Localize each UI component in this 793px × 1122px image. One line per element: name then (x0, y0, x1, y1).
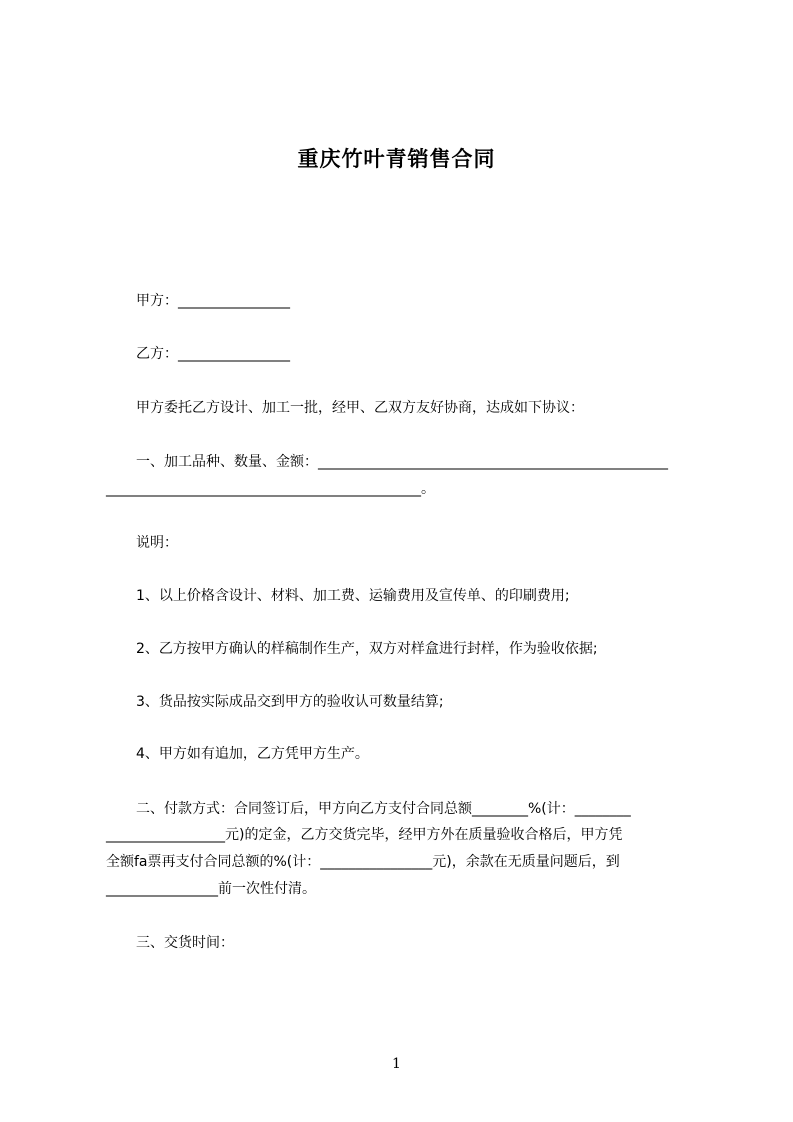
party-a-line: 甲方：________________ (136, 293, 290, 309)
note-4: 4、甲方如有追加，乙方凭甲方生产。 (136, 746, 369, 762)
section-1-line-2: _____________________________________________。 (106, 481, 435, 497)
section-2-line-1: 二、付款方式：合同签订后，甲方向乙方支付合同总额________%(计：________ (136, 801, 631, 817)
section-2-line-3: 全额fa票再支付合同总额的%(计：________________元)，余款在无质量问题后，到 (106, 854, 620, 870)
note-1: 1、以上价格含设计、材料、加工费、运输费用及宣传单、的印刷费用; (136, 588, 570, 604)
section-2-line-4: ________________前一次性付清。 (106, 881, 316, 897)
party-b-line: 乙方：________________ (136, 346, 290, 362)
section-3-label: 三、交货时间： (136, 935, 234, 951)
note-2: 2、乙方按甲方确认的样稿制作生产，双方对样盒进行封样，作为验收依据; (136, 641, 598, 657)
intro-paragraph: 甲方委托乙方设计、加工一批，经甲、乙双方友好协商，达成如下协议： (136, 400, 584, 416)
page-number: 1 (392, 1056, 401, 1072)
note-3: 3、货品按实际成品交到甲方的验收认可数量结算; (136, 694, 444, 710)
section-1-line-1: 一、加工品种、数量、金额：__________________________________________________ (136, 454, 668, 470)
document-title: 重庆竹叶青销售合同 (297, 147, 496, 171)
section-2-line-2: _________________元)的定金，乙方交货完毕，经甲方外在质量验收合格后，甲方凭 (106, 827, 623, 843)
notes-label: 说明： (136, 535, 178, 551)
